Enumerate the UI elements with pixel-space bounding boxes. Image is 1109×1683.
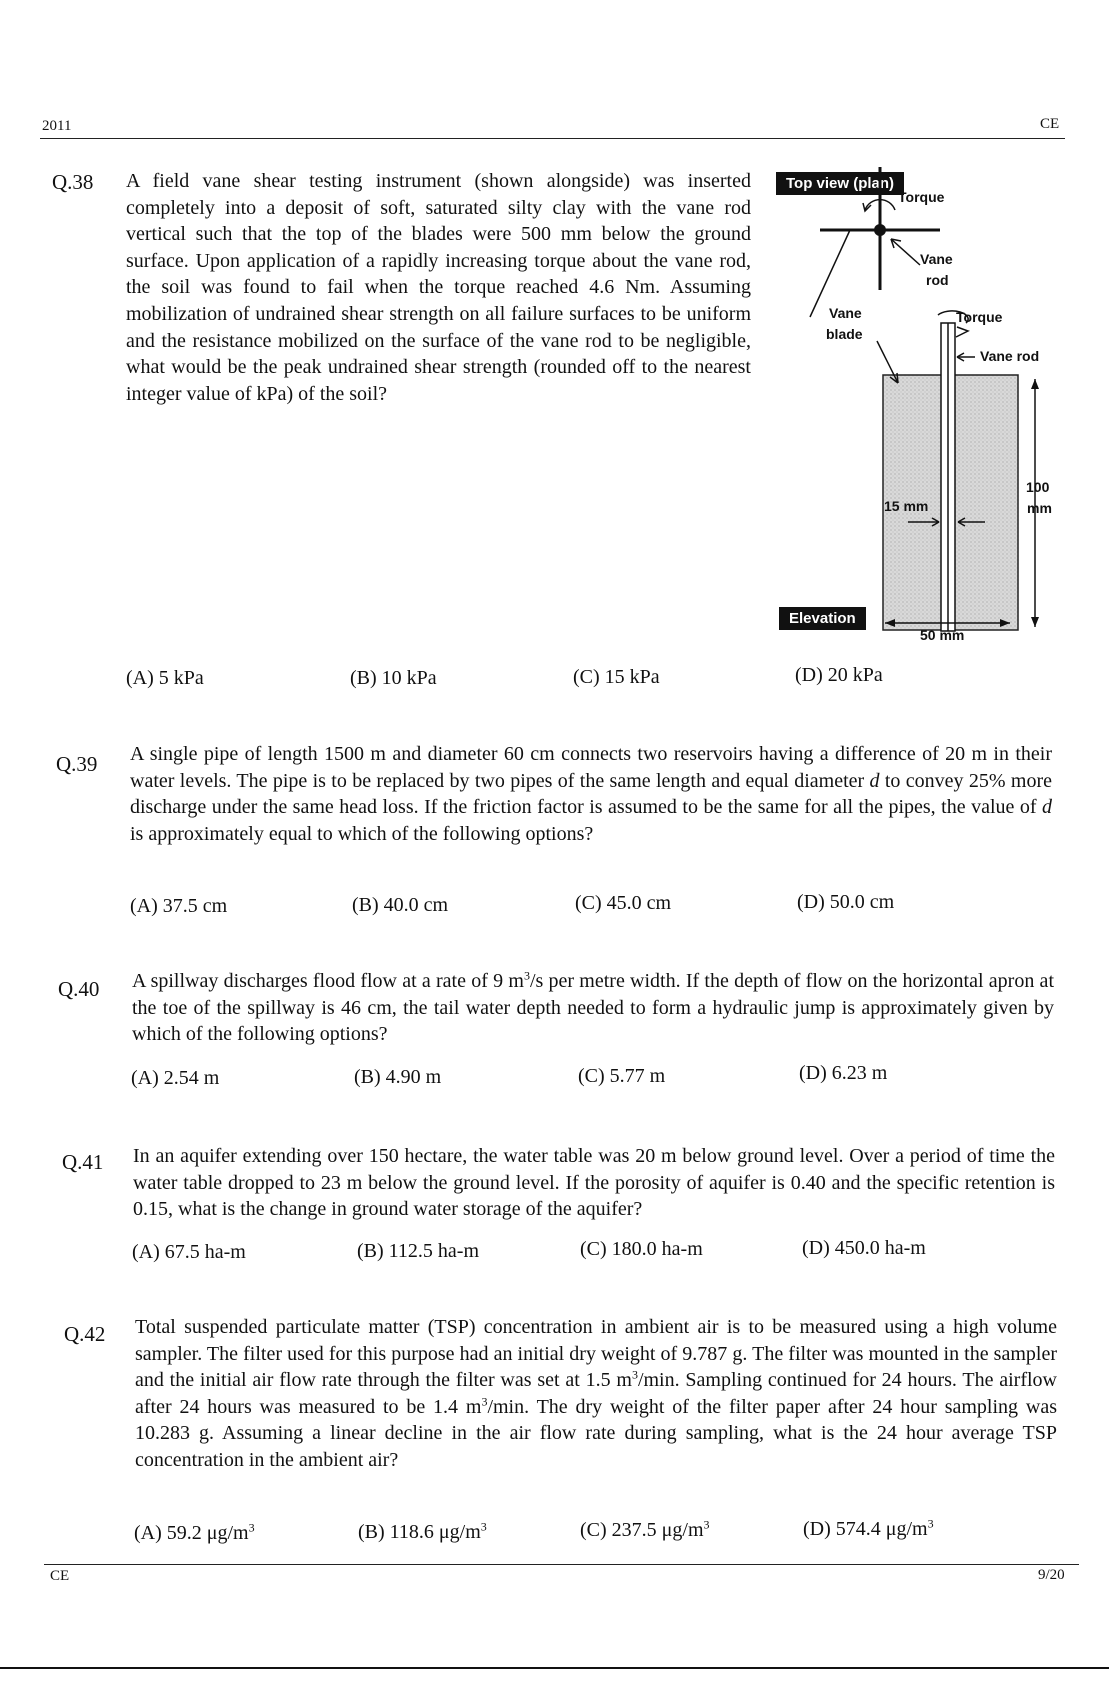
question-number: Q.38: [52, 170, 94, 194]
question-text: Total suspended particulate matter (TSP) concentration in ambient air is to be measured using a high volume sampler. The filter used for this purpose had an initial dry weight of 9.787 g. The filter was mounted in the sampler and the initial air flow rate through the filter was set at 1.5 $m^3/\min$. Sampling continued for 24 hours. The airflow after 24 hours was measured to be 1.4 $m^3/\min$. The dry weight of the filter paper after 24 hour sampling was 10.283 g. Assuming a linear decline in the air flow rate during sampling, what is the 24 hour average TSP concentration in the ambient air?: [135, 1316, 1057, 1471]
option-d: (D) 20 kPa: [795, 664, 883, 686]
option-b: (B) 10 kPa: [350, 667, 437, 689]
option-a: (A) 2.54 m: [131, 1067, 220, 1089]
question-number: Q.39: [56, 752, 98, 776]
option-d: (D) 50.0 cm: [797, 891, 895, 913]
footer-page: 9/20: [1038, 1567, 1065, 1583]
header-rule: [40, 138, 1065, 139]
option-c: (C) 15 kPa: [573, 666, 660, 688]
question-number: Q.40: [58, 977, 100, 1001]
top-view-label: Top view (plan): [776, 172, 904, 195]
vane-rod-label-top-1: Vane: [920, 251, 953, 267]
footer-rule: [44, 1564, 1079, 1565]
option-b: (B) 40.0 cm: [352, 894, 449, 916]
vane-rod-label-top-2: rod: [926, 272, 949, 288]
question-text: In an aquifer extending over 150 hectare, the water table was 20 m below ground level. Over a period of time the water table dropped to 23 m below the ground level. If the porosity of aquifer is 0.40 and the specific retention is 0.15, what is the change in ground water storage of the aquifer?: [133, 1145, 1055, 1221]
page-bottom-rule: [0, 1667, 1109, 1669]
elevation-label: Elevation: [779, 607, 866, 630]
footer-subject: CE: [50, 1568, 70, 1584]
question-text: A spillway discharges flood flow at a rate of 9 $m^3/s$ per metre width. If the depth of flow on the horizontal apron at the toe of the spillway is 46 cm, the tail water depth needed to form a hydraulic jump is approximately given by which of the following options?: [132, 968, 1054, 1046]
question-text: A field vane shear testing instrument (shown alongside) was inserted completely into a deposit of soft, saturated silty clay with the vane rod vertical such that the top of the blades were 500 mm below the ground surface. Upon application of a rapidly increasing torque about the vane rod, the soil was found to fail when the torque reached 4.6 Nm. Assuming mobilization of undrained shear strength on all failure surfaces to be uniform and the resistance mobilized on the surface of the vane rod to be negligible, what would be the peak undrained shear strength (rounded off to the nearest integer value of kPa) of the soil?: [126, 170, 751, 405]
torque-label-elevation: Torque: [956, 309, 1003, 325]
option-a: (A) 67.5 ha-m: [132, 1241, 246, 1263]
option-d: (D) 574.4 $\mu g/m^3$: [803, 1516, 934, 1540]
height-label-1: 100: [1026, 479, 1050, 495]
option-c: (C) 45.0 cm: [575, 892, 672, 914]
header-subject: CE: [1040, 116, 1060, 132]
option-d: (D) 450.0 ha-m: [802, 1237, 926, 1259]
option-a: (A) 37.5 cm: [130, 895, 228, 917]
question-number: Q.42: [64, 1322, 106, 1346]
option-b: (B) 4.90 m: [354, 1066, 442, 1088]
width-label: 50 mm: [920, 627, 965, 643]
vane-rod-label-elevation: Vane rod: [980, 348, 1040, 364]
header-year: 2011: [42, 118, 72, 134]
option-a: (A) 5 kPa: [126, 667, 204, 689]
option-b: (B) 118.6 $\mu g/m^3$: [358, 1519, 487, 1543]
option-a: (A) 59.2 $\mu g/m^3$: [134, 1520, 255, 1544]
option-d: (D) 6.23 m: [799, 1062, 888, 1084]
vane-blade-label-1: Vane: [829, 305, 862, 321]
option-c: (C) 180.0 ha-m: [580, 1238, 703, 1260]
question-number: Q.41: [62, 1150, 104, 1174]
option-c: (C) 5.77 m: [578, 1065, 666, 1087]
vane-shear-figure: [770, 165, 1070, 650]
rod-diameter-label: 15 mm: [884, 498, 929, 514]
torque-label-top: Torque: [898, 189, 945, 205]
vane-blade-label-2: blade: [826, 326, 863, 342]
option-b: (B) 112.5 ha-m: [357, 1240, 480, 1262]
option-c: (C) 237.5 $\mu g/m^3$: [580, 1517, 710, 1541]
question-text: A single pipe of length 1500 m and diameter 60 cm connects two reservoirs having a difference of 20 m in their water levels. The pipe is to be replaced by two pipes of the same length and equal diameter d to convey 25% more discharge under the same head loss. If the friction factor is assumed to be the same for all the pipes, the value of d is approximately equal to which of the following options?: [130, 743, 1052, 845]
height-label-2: mm: [1027, 500, 1052, 516]
vane-diagram: [770, 165, 1070, 650]
